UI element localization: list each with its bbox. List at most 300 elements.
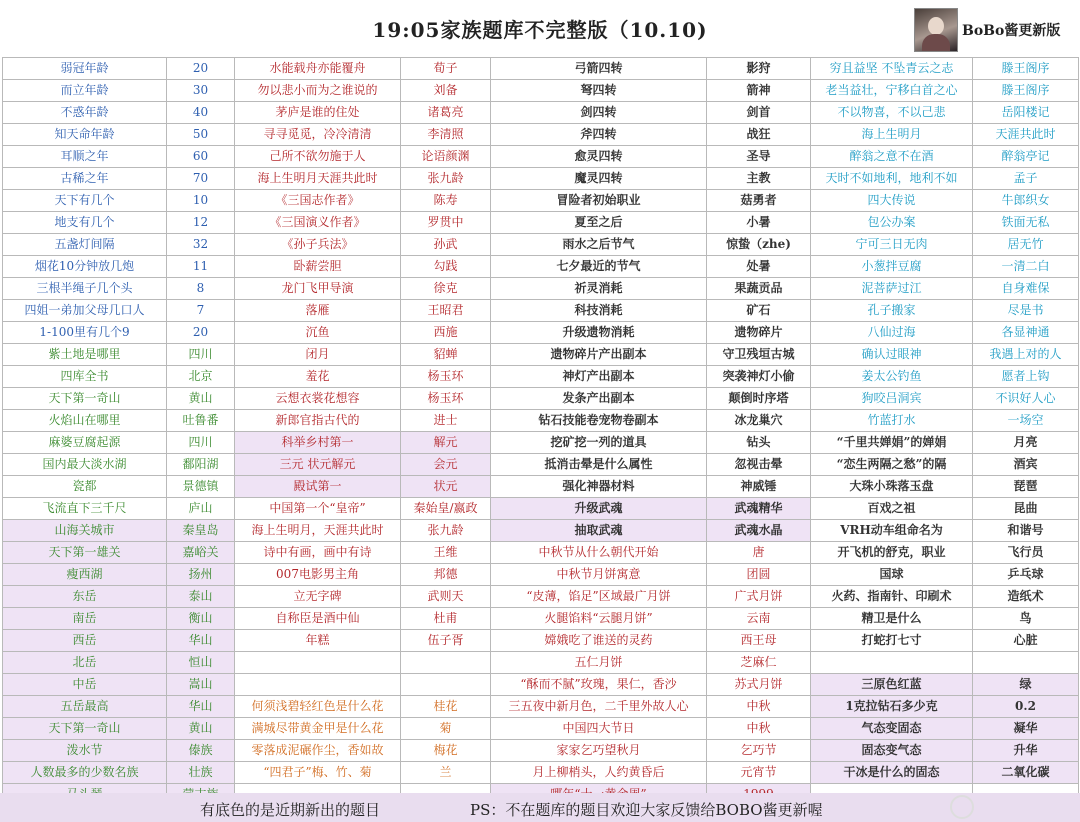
- cell-question-a: 麻婆豆腐起源: [3, 432, 167, 454]
- cell-answer-c: 武魂精华: [707, 498, 811, 520]
- cell-answer-d: 孟子: [973, 168, 1079, 190]
- table-row: [3, 454, 1079, 476]
- cell-question-b: [235, 674, 401, 696]
- cell-answer-d: 滕王阁序: [973, 58, 1079, 80]
- cell-question-a: 天下第一奇山: [3, 718, 167, 740]
- footer-note-highlight: 有底色的是近期新出的题目: [200, 801, 381, 819]
- cell-question-d: 八仙过海: [811, 322, 973, 344]
- cell-question-c: 遗物碎片产出副本: [491, 344, 707, 366]
- cell-question-d: 天时不如地利，地利不如: [811, 168, 973, 190]
- cell-question-c: 科技消耗: [491, 300, 707, 322]
- cell-question-d: 包公办案: [811, 212, 973, 234]
- table-row: [3, 740, 1079, 762]
- cell-question-a: 天下有几个: [3, 190, 167, 212]
- cell-question-a: 古稀之年: [3, 168, 167, 190]
- cell-answer-c: 团圆: [707, 564, 811, 586]
- cell-answer-b: 会元: [401, 454, 491, 476]
- table-row: [3, 168, 1079, 190]
- cell-answer-c: 唐: [707, 542, 811, 564]
- cell-answer-a: 60: [167, 146, 235, 168]
- cell-question-c: 神灯产出副本: [491, 366, 707, 388]
- cell-answer-d: 飞行员: [973, 542, 1079, 564]
- cell-answer-c: 小暑: [707, 212, 811, 234]
- cell-question-b: 卧薪尝胆: [235, 256, 401, 278]
- cell-question-b: 海上生明月天涯共此时: [235, 168, 401, 190]
- cell-question-c: 中秋节月饼寓意: [491, 564, 707, 586]
- cell-answer-b: 桂花: [401, 696, 491, 718]
- cell-question-b: 中国第一个“皇帝”: [235, 498, 401, 520]
- cell-answer-a: 壮族: [167, 762, 235, 784]
- cell-question-a: 1-100里有几个9: [3, 322, 167, 344]
- table-row: [3, 410, 1079, 432]
- cell-answer-d: 乒乓球: [973, 564, 1079, 586]
- cell-answer-c: 主教: [707, 168, 811, 190]
- cell-question-c: 愈灵四转: [491, 146, 707, 168]
- cell-answer-d: 酒宾: [973, 454, 1079, 476]
- cell-answer-d: 各显神通: [973, 322, 1079, 344]
- cell-answer-d: [973, 652, 1079, 674]
- cell-question-d: VRH动车组命名为: [811, 520, 973, 542]
- cell-question-c: 三五夜中新月色，二千里外故人心: [491, 696, 707, 718]
- cell-question-a: 泼水节: [3, 740, 167, 762]
- cell-question-c: 升级遗物消耗: [491, 322, 707, 344]
- cell-answer-b: 勾践: [401, 256, 491, 278]
- table-row: [3, 322, 1079, 344]
- cell-answer-b: 诸葛亮: [401, 102, 491, 124]
- cell-question-c: 祈灵消耗: [491, 278, 707, 300]
- cell-question-a: 知天命年龄: [3, 124, 167, 146]
- table-row: [3, 520, 1079, 542]
- cell-question-c: 中秋节从什么朝代开始: [491, 542, 707, 564]
- cell-question-d: 国球: [811, 564, 973, 586]
- cell-answer-c: 颠倒时序塔: [707, 388, 811, 410]
- table-row: [3, 608, 1079, 630]
- cell-question-b: 《孙子兵法》: [235, 234, 401, 256]
- cell-answer-b: 杨玉环: [401, 388, 491, 410]
- cell-question-c: 魔灵四转: [491, 168, 707, 190]
- cell-answer-c: 云南: [707, 608, 811, 630]
- cell-answer-b: 武则天: [401, 586, 491, 608]
- cell-question-d: 泥菩萨过江: [811, 278, 973, 300]
- cell-question-a: 火焰山在哪里: [3, 410, 167, 432]
- table-row: [3, 542, 1079, 564]
- cell-question-b: 水能载舟亦能覆舟: [235, 58, 401, 80]
- cell-answer-a: 华山: [167, 630, 235, 652]
- cell-question-c: 火腿馅料“云腿月饼”: [491, 608, 707, 630]
- cell-question-c: “酥而不腻”玫瑰，果仁，香沙: [491, 674, 707, 696]
- cell-question-a: 四姐一弟加父母几口人: [3, 300, 167, 322]
- cell-answer-a: 泰山: [167, 586, 235, 608]
- cell-answer-b: 论语颜渊: [401, 146, 491, 168]
- cell-answer-c: 西王母: [707, 630, 811, 652]
- cell-answer-a: 鄱阳湖: [167, 454, 235, 476]
- cell-question-b: 《三国演义作者》: [235, 212, 401, 234]
- cell-question-d: 四大传说: [811, 190, 973, 212]
- cell-question-b: 新郎官指古代的: [235, 410, 401, 432]
- cell-answer-b: 徐克: [401, 278, 491, 300]
- cell-question-d: 穷且益坚 不坠青云之志: [811, 58, 973, 80]
- cell-question-a: 三根半绳子几个头: [3, 278, 167, 300]
- table-row: [3, 498, 1079, 520]
- cell-answer-d: 居无竹: [973, 234, 1079, 256]
- cell-question-b: 龙门飞甲导演: [235, 278, 401, 300]
- cell-question-a: 地支有几个: [3, 212, 167, 234]
- cell-question-a: 北岳: [3, 652, 167, 674]
- cell-answer-b: [401, 652, 491, 674]
- cell-question-c: 钻石技能卷宠物卷副本: [491, 410, 707, 432]
- cell-question-b: 自称臣是酒中仙: [235, 608, 401, 630]
- cell-answer-d: 升华: [973, 740, 1079, 762]
- cell-question-b: 海上生明月，天涯共此时: [235, 520, 401, 542]
- table-row: [3, 190, 1079, 212]
- cell-question-c: 中国四大节日: [491, 718, 707, 740]
- cell-answer-b: 菊: [401, 718, 491, 740]
- cell-answer-a: 北京: [167, 366, 235, 388]
- cell-answer-a: 20: [167, 58, 235, 80]
- cell-question-a: 国内最大淡水湖: [3, 454, 167, 476]
- table-row: [3, 124, 1079, 146]
- cell-answer-a: 扬州: [167, 564, 235, 586]
- cell-question-b: 何须浅碧轻红色是什么花: [235, 696, 401, 718]
- cell-question-a: 瓷都: [3, 476, 167, 498]
- cell-question-d: 大珠小珠落玉盘: [811, 476, 973, 498]
- cell-question-d: 干冰是什么的固态: [811, 762, 973, 784]
- cell-answer-b: 邦德: [401, 564, 491, 586]
- cell-answer-b: 梅花: [401, 740, 491, 762]
- cell-question-d: 孔子搬家: [811, 300, 973, 322]
- cell-answer-a: 嘉峪关: [167, 542, 235, 564]
- cell-question-b: 沉鱼: [235, 322, 401, 344]
- cell-question-c: 剑四转: [491, 102, 707, 124]
- cell-answer-b: 张九龄: [401, 520, 491, 542]
- cell-answer-d: 一清二白: [973, 256, 1079, 278]
- brand-label: BoBo酱更新版: [962, 23, 1061, 39]
- cell-question-d: 老当益壮，宁移白首之心: [811, 80, 973, 102]
- cell-answer-d: 和谐号: [973, 520, 1079, 542]
- cell-question-b: 己所不欲勿施于人: [235, 146, 401, 168]
- cell-answer-c: 菇勇者: [707, 190, 811, 212]
- cell-question-c: 发条产出副本: [491, 388, 707, 410]
- cell-answer-b: 陈寿: [401, 190, 491, 212]
- cell-question-a: 四库全书: [3, 366, 167, 388]
- cell-question-c: 弓箭四转: [491, 58, 707, 80]
- cell-question-a: 山海关城市: [3, 520, 167, 542]
- cell-question-d: 百戏之祖: [811, 498, 973, 520]
- cell-answer-d: 不识好人心: [973, 388, 1079, 410]
- cell-answer-b: 李清照: [401, 124, 491, 146]
- cell-answer-b: 伍子胥: [401, 630, 491, 652]
- cell-answer-a: 黄山: [167, 718, 235, 740]
- cell-answer-d: 心脏: [973, 630, 1079, 652]
- cell-answer-a: 景德镇: [167, 476, 235, 498]
- table-row: [3, 80, 1079, 102]
- cell-answer-c: 中秋: [707, 696, 811, 718]
- cell-question-d: 竹蓝打水: [811, 410, 973, 432]
- cell-question-d: “恋生两隔之愁”的隔: [811, 454, 973, 476]
- cell-question-a: 不惑年龄: [3, 102, 167, 124]
- cell-answer-b: 王维: [401, 542, 491, 564]
- cell-question-d: 1克拉钻石多少克: [811, 696, 973, 718]
- cell-question-d: 开飞机的舒克，职业: [811, 542, 973, 564]
- cell-question-c: 挖矿挖一列的道具: [491, 432, 707, 454]
- cell-answer-a: 10: [167, 190, 235, 212]
- cell-answer-d: 昆曲: [973, 498, 1079, 520]
- table-row: [3, 58, 1079, 80]
- cell-question-d: 宁可三日无肉: [811, 234, 973, 256]
- cell-answer-c: 忽视击晕: [707, 454, 811, 476]
- cell-answer-c: 武魂水晶: [707, 520, 811, 542]
- cell-answer-c: 惊蛰（zhe): [707, 234, 811, 256]
- cell-question-d: 打蛇打七寸: [811, 630, 973, 652]
- cell-answer-d: 尽是书: [973, 300, 1079, 322]
- cell-answer-c: 乞巧节: [707, 740, 811, 762]
- cell-question-d: 小葱拌豆腐: [811, 256, 973, 278]
- cell-answer-a: 华山: [167, 696, 235, 718]
- table-row: [3, 762, 1079, 784]
- footer: [0, 793, 1080, 822]
- cell-question-d: 姜太公钓鱼: [811, 366, 973, 388]
- table-row: [3, 674, 1079, 696]
- table-row: [3, 278, 1079, 300]
- cell-question-b: 007电影男主角: [235, 564, 401, 586]
- cell-question-a: 飞流直下三千尺: [3, 498, 167, 520]
- cell-question-d: “千里共婵娟”的婵娟: [811, 432, 973, 454]
- cell-answer-b: 杜甫: [401, 608, 491, 630]
- cell-question-b: 《三国志作者》: [235, 190, 401, 212]
- cell-question-d: 醉翁之意不在酒: [811, 146, 973, 168]
- table-row: [3, 432, 1079, 454]
- cell-answer-d: 凝华: [973, 718, 1079, 740]
- cell-question-d: 不以物喜，不以己悲: [811, 102, 973, 124]
- cell-answer-b: 貂蝉: [401, 344, 491, 366]
- cell-answer-a: 8: [167, 278, 235, 300]
- cell-answer-a: 40: [167, 102, 235, 124]
- cell-question-a: 五岳最高: [3, 696, 167, 718]
- cell-question-b: 满城尽带黄金甲是什么花: [235, 718, 401, 740]
- cell-question-c: 雨水之后节气: [491, 234, 707, 256]
- cell-answer-d: 绿: [973, 674, 1079, 696]
- cell-answer-b: [401, 674, 491, 696]
- table-row: [3, 696, 1079, 718]
- table-row: [3, 564, 1079, 586]
- cell-question-a: 弱冠年龄: [3, 58, 167, 80]
- cell-question-b: 云想衣裳花想容: [235, 388, 401, 410]
- table-row: [3, 300, 1079, 322]
- cell-answer-c: 元宵节: [707, 762, 811, 784]
- cell-question-c: 夏至之后: [491, 212, 707, 234]
- table-row: [3, 586, 1079, 608]
- table-row: [3, 256, 1079, 278]
- cell-answer-d: 铁面无私: [973, 212, 1079, 234]
- cell-question-c: 抽取武魂: [491, 520, 707, 542]
- cell-question-c: 嫦娥吃了谁送的灵药: [491, 630, 707, 652]
- cell-answer-d: 天涯共此时: [973, 124, 1079, 146]
- cell-question-b: 科举乡村第一: [235, 432, 401, 454]
- cell-question-b: 立无字碑: [235, 586, 401, 608]
- table-row: [3, 102, 1079, 124]
- cell-answer-a: 四川: [167, 432, 235, 454]
- cell-answer-c: 遗物碎片: [707, 322, 811, 344]
- cell-question-b: 三元 状元解元: [235, 454, 401, 476]
- cell-answer-d: 愿者上钩: [973, 366, 1079, 388]
- cell-question-c: 月上柳梢头，人约黄昏后: [491, 762, 707, 784]
- cell-question-a: 五盏灯间隔: [3, 234, 167, 256]
- cell-question-a: 天下第一雄关: [3, 542, 167, 564]
- cell-question-a: 中岳: [3, 674, 167, 696]
- cell-question-a: 耳顺之年: [3, 146, 167, 168]
- cell-answer-c: 神威锤: [707, 476, 811, 498]
- cell-question-a: 而立年龄: [3, 80, 167, 102]
- page-title: 19:05家族题库不完整版（10.10): [372, 18, 708, 42]
- cell-question-a: 西岳: [3, 630, 167, 652]
- cell-answer-b: 解元: [401, 432, 491, 454]
- header: [0, 0, 1080, 57]
- cell-answer-b: 荀子: [401, 58, 491, 80]
- cell-question-b: 寻寻觅觅，冷冷清清: [235, 124, 401, 146]
- cell-question-d: 固态变气态: [811, 740, 973, 762]
- cell-question-d: 海上生明月: [811, 124, 973, 146]
- cell-answer-a: 吐鲁番: [167, 410, 235, 432]
- cell-question-c: “皮薄，馅足”区域最广月饼: [491, 586, 707, 608]
- cell-answer-a: 32: [167, 234, 235, 256]
- cell-answer-b: 杨玉环: [401, 366, 491, 388]
- cell-question-b: [235, 652, 401, 674]
- cell-answer-c: 影狩: [707, 58, 811, 80]
- cell-answer-d: 二氧化碳: [973, 762, 1079, 784]
- cell-question-d: [811, 652, 973, 674]
- cell-question-b: 年糕: [235, 630, 401, 652]
- cell-answer-d: 岳阳楼记: [973, 102, 1079, 124]
- cell-answer-b: 刘备: [401, 80, 491, 102]
- cell-question-c: 抵消击晕是什么属性: [491, 454, 707, 476]
- cell-question-c: 强化神器材料: [491, 476, 707, 498]
- cell-answer-b: 兰: [401, 762, 491, 784]
- cell-answer-c: 广式月饼: [707, 586, 811, 608]
- cell-question-b: 勿以悲小而为之谁说的: [235, 80, 401, 102]
- table-row: [3, 212, 1079, 234]
- cell-question-a: 人数最多的少数名族: [3, 762, 167, 784]
- cell-question-c: 五仁月饼: [491, 652, 707, 674]
- cell-answer-b: 秦始皇/嬴政: [401, 498, 491, 520]
- cell-question-a: 烟花10分钟放几炮: [3, 256, 167, 278]
- cell-question-a: 南岳: [3, 608, 167, 630]
- table-row: [3, 146, 1079, 168]
- cell-question-b: “四君子”梅、竹、菊: [235, 762, 401, 784]
- cell-answer-b: 罗贯中: [401, 212, 491, 234]
- cell-answer-c: 矿石: [707, 300, 811, 322]
- cell-answer-c: 果蔬贡品: [707, 278, 811, 300]
- cell-question-c: 七夕最近的节气: [491, 256, 707, 278]
- cell-answer-d: 一场空: [973, 410, 1079, 432]
- cell-answer-d: 我遇上对的人: [973, 344, 1079, 366]
- cell-answer-a: 12: [167, 212, 235, 234]
- cell-question-b: 茅庐是谁的住处: [235, 102, 401, 124]
- cell-answer-b: 状元: [401, 476, 491, 498]
- cell-question-a: 天下第一奇山: [3, 388, 167, 410]
- quiz-table: [2, 57, 1079, 806]
- cell-question-b: 落雁: [235, 300, 401, 322]
- cell-answer-c: 剑首: [707, 102, 811, 124]
- cell-question-b: 诗中有画，画中有诗: [235, 542, 401, 564]
- cell-question-c: 斧四转: [491, 124, 707, 146]
- cell-answer-b: 西施: [401, 322, 491, 344]
- avatar: [914, 8, 958, 52]
- cell-answer-a: 傣族: [167, 740, 235, 762]
- cell-answer-a: 衡山: [167, 608, 235, 630]
- watermark-circle-icon: [950, 795, 974, 819]
- cell-question-a: 东岳: [3, 586, 167, 608]
- cell-question-b: 羞花: [235, 366, 401, 388]
- cell-question-c: 家家乞巧望秋月: [491, 740, 707, 762]
- table-row: [3, 476, 1079, 498]
- cell-question-a: 紫土地是哪里: [3, 344, 167, 366]
- cell-question-d: 火药、指南针、印刷术: [811, 586, 973, 608]
- cell-answer-a: 20: [167, 322, 235, 344]
- cell-answer-d: 造纸术: [973, 586, 1079, 608]
- cell-question-b: 闭月: [235, 344, 401, 366]
- cell-answer-a: 秦皇岛: [167, 520, 235, 542]
- table-row: [3, 652, 1079, 674]
- cell-question-d: 狗咬吕洞宾: [811, 388, 973, 410]
- cell-answer-b: 进士: [401, 410, 491, 432]
- cell-answer-c: 芝麻仁: [707, 652, 811, 674]
- footer-note-feedback: PS：不在题库的题目欢迎大家反馈给BOBO酱更新喔: [470, 801, 823, 819]
- cell-answer-d: 鸟: [973, 608, 1079, 630]
- cell-answer-a: 70: [167, 168, 235, 190]
- cell-answer-b: 孙武: [401, 234, 491, 256]
- cell-question-d: 确认过眼神: [811, 344, 973, 366]
- cell-answer-a: 11: [167, 256, 235, 278]
- cell-answer-c: 钻头: [707, 432, 811, 454]
- cell-answer-b: 张九龄: [401, 168, 491, 190]
- cell-answer-c: 圣导: [707, 146, 811, 168]
- cell-answer-c: 箭神: [707, 80, 811, 102]
- cell-answer-d: 滕王阁序: [973, 80, 1079, 102]
- cell-answer-c: 突袭神灯小偷: [707, 366, 811, 388]
- cell-answer-a: 四川: [167, 344, 235, 366]
- cell-answer-d: 醉翁亭记: [973, 146, 1079, 168]
- cell-answer-d: 牛郎织女: [973, 190, 1079, 212]
- cell-question-d: 气态变固态: [811, 718, 973, 740]
- cell-question-d: 精卫是什么: [811, 608, 973, 630]
- cell-answer-d: 0.2: [973, 696, 1079, 718]
- cell-question-b: 殿试第一: [235, 476, 401, 498]
- cell-answer-a: 嵩山: [167, 674, 235, 696]
- table-row: [3, 234, 1079, 256]
- cell-answer-c: 冰龙巢穴: [707, 410, 811, 432]
- table-row: [3, 388, 1079, 410]
- cell-answer-a: 庐山: [167, 498, 235, 520]
- cell-answer-a: 恒山: [167, 652, 235, 674]
- cell-answer-b: 王昭君: [401, 300, 491, 322]
- table-row: [3, 630, 1079, 652]
- table-row: [3, 344, 1079, 366]
- table-row: [3, 718, 1079, 740]
- cell-question-c: 弩四转: [491, 80, 707, 102]
- cell-answer-d: 月亮: [973, 432, 1079, 454]
- cell-answer-c: 战狂: [707, 124, 811, 146]
- cell-answer-a: 30: [167, 80, 235, 102]
- cell-answer-a: 黄山: [167, 388, 235, 410]
- cell-answer-a: 50: [167, 124, 235, 146]
- cell-question-d: 三原色红蓝: [811, 674, 973, 696]
- cell-answer-c: 守卫残垣古城: [707, 344, 811, 366]
- table-row: [3, 366, 1079, 388]
- cell-answer-c: 中秋: [707, 718, 811, 740]
- cell-question-b: 零落成泥碾作尘，香如故: [235, 740, 401, 762]
- cell-question-c: 冒险者初始职业: [491, 190, 707, 212]
- cell-question-a: 瘦西湖: [3, 564, 167, 586]
